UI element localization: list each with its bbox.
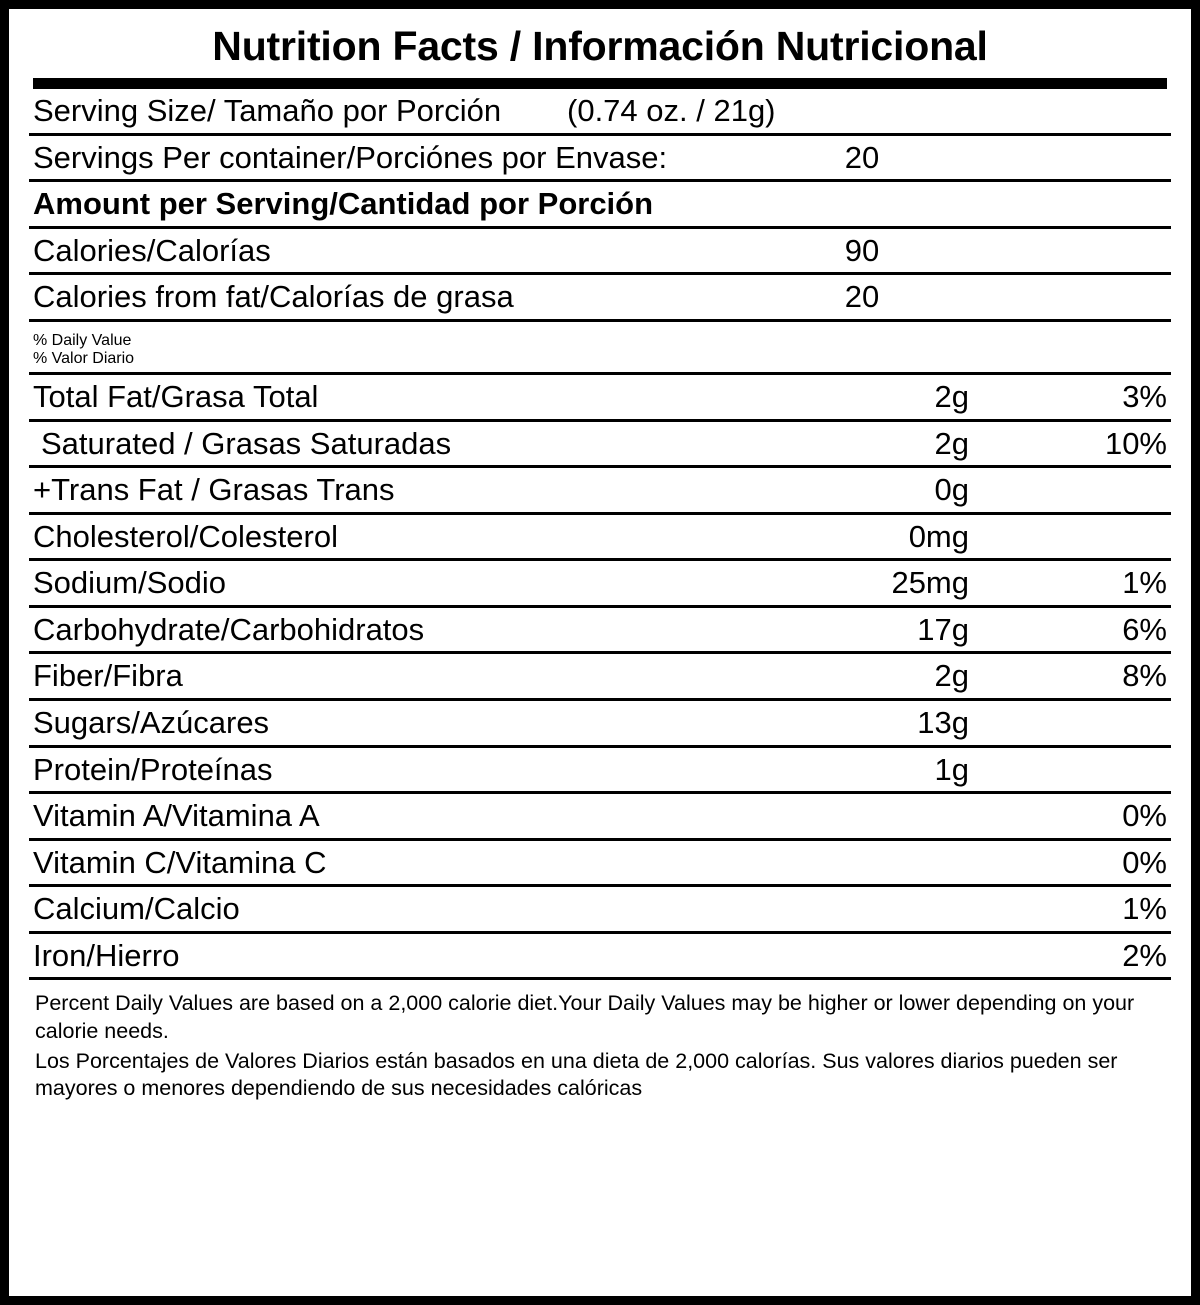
calories-label: Calories/Calorías: [33, 232, 271, 268]
nutrient-daily-value: 10%: [1104, 425, 1167, 461]
nutrient-label: Sodium/Sodio: [33, 565, 227, 601]
nutrient-amount: 25mg: [891, 565, 969, 601]
footnote-en: Percent Daily Values are based on a 2,000 calorie diet.Your Daily Values may be higher or lower depending on your calorie needs.: [35, 991, 1135, 1043]
nutrient-amount: 2g: [934, 658, 969, 694]
nutrient-label: Total Fat/Grasa Total: [33, 378, 319, 414]
nutrient-daily-value: 6%: [1122, 611, 1167, 647]
nutrient-row: [29, 934, 1171, 981]
calories-from-fat-label: Calories from fat/Calorías de grasa: [33, 279, 514, 315]
amount-per-serving-label: Amount per Serving/Cantidad por Porción: [33, 186, 654, 222]
serving-size-row: [29, 89, 1171, 136]
nutrient-amount: 13g: [917, 704, 969, 740]
divider-thick-top: [33, 78, 1167, 89]
servings-per-container-row: [29, 136, 1171, 183]
nutrient-amount: 0mg: [908, 518, 969, 554]
nutrient-row: [29, 561, 1171, 608]
nutrient-row: [29, 794, 1171, 841]
footnote-block: [29, 980, 1171, 1102]
nutrient-rows: [29, 375, 1171, 981]
nutrient-label: Carbohydrate/Carbohidratos: [33, 611, 425, 647]
calories-row: [29, 229, 1171, 276]
nutrient-daily-value: 1%: [1122, 565, 1167, 601]
nutrient-daily-value: 2%: [1122, 937, 1167, 973]
nutrient-label: Vitamin C/Vitamina C: [33, 844, 327, 880]
serving-size-value: (0.74 oz. / 21g): [567, 93, 776, 129]
servings-per-container-label: Servings Per container/Porciónes por Envase:: [33, 139, 668, 175]
nutrient-label: Vitamin A/Vitamina A: [33, 798, 320, 834]
nutrient-row: [29, 468, 1171, 515]
footnote-es: Los Porcentajes de Valores Diarios están basados en una dieta de 2,000 calorías. Sus valores diarios pueden ser mayores o menores dependiendo de sus necesidades calóricas: [35, 1049, 1118, 1101]
nutrient-label: Iron/Hierro: [33, 937, 180, 973]
nutrient-row: [29, 748, 1171, 795]
daily-value-header-line2: % Valor Diario: [33, 349, 135, 367]
nutrient-row: [29, 515, 1171, 562]
nutrient-amount: 0g: [934, 472, 969, 508]
nutrient-row: [29, 841, 1171, 888]
nutrient-row: [29, 422, 1171, 469]
nutrient-label: +Trans Fat / Grasas Trans: [33, 472, 395, 508]
nutrient-amount: 2g: [934, 378, 969, 414]
serving-size-label: Serving Size/ Tamaño por Porción: [33, 93, 502, 129]
nutrient-daily-value: 0%: [1122, 844, 1167, 880]
nutrient-row: [29, 375, 1171, 422]
nutrient-daily-value: 8%: [1122, 658, 1167, 694]
page-title: Nutrition Facts / Información Nutricional: [212, 23, 988, 69]
nutrient-daily-value: 0%: [1122, 798, 1167, 834]
nutrient-row: [29, 701, 1171, 748]
nutrient-daily-value: 1%: [1122, 891, 1167, 927]
calories-value: 90: [844, 232, 880, 268]
amount-per-serving-row: [29, 182, 1171, 229]
nutrient-row: [29, 608, 1171, 655]
nutrient-label: Fiber/Fibra: [33, 658, 183, 694]
nutrient-label: Calcium/Calcio: [33, 891, 240, 927]
calories-from-fat-value: 20: [844, 279, 880, 315]
nutrient-amount: 1g: [934, 751, 969, 787]
nutrient-amount: 2g: [934, 425, 969, 461]
nutrient-row: [29, 887, 1171, 934]
daily-value-header-line1: % Daily Value: [33, 331, 132, 349]
nutrient-label: Protein/Proteínas: [33, 751, 273, 787]
servings-per-container-value: 20: [844, 139, 880, 175]
nutrient-amount: 17g: [917, 611, 969, 647]
nutrient-daily-value: 3%: [1122, 378, 1167, 414]
daily-value-header: [29, 322, 1171, 375]
nutrient-row: [29, 654, 1171, 701]
nutrient-label: Cholesterol/Colesterol: [33, 518, 338, 554]
calories-from-fat-row: [29, 275, 1171, 322]
nutrient-label: Saturated / Grasas Saturadas: [41, 425, 452, 461]
nutrient-label: Sugars/Azúcares: [33, 704, 270, 740]
